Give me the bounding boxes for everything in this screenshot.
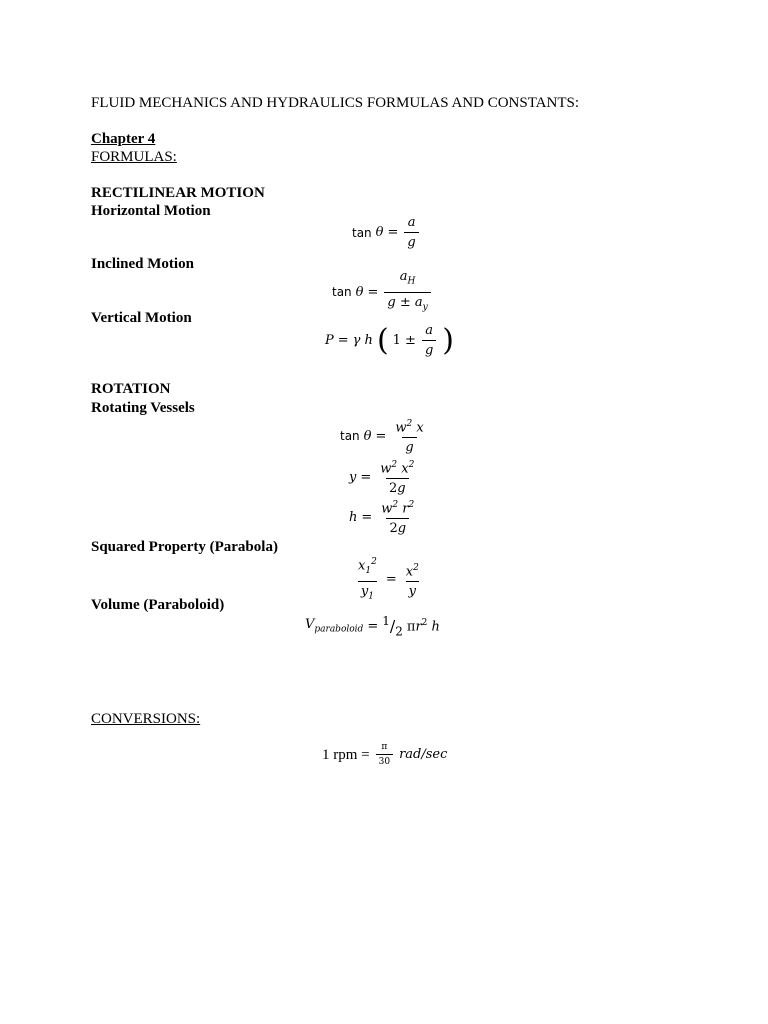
inclined-motion-formula: tan θ = $\frac{a_H}{g \pm a_y}$: [332, 269, 433, 315]
rotation-heading: ROTATION: [91, 381, 171, 397]
rotating-y-formula: y = $\frac{w^2 x^2}{2g}$: [349, 460, 415, 497]
volume-paraboloid-label: Volume (Paraboloid): [91, 597, 225, 613]
inclined-motion-label: Inclined Motion: [91, 256, 194, 272]
rotating-h-formula: h = $\frac{w^2 r^2}{2g}$: [349, 500, 415, 537]
squared-property-label: Squared Property (Parabola): [91, 539, 278, 555]
rectilinear-motion-heading: RECTILINEAR MOTION: [91, 185, 265, 201]
document-title: FLUID MECHANICS AND HYDRAULICS FORMULAS AND CONSTANTS:: [91, 95, 580, 111]
squared-property-formula: $\frac{x_1^2}{y_1}$ = $\frac{x^2}{y}$: [353, 555, 424, 605]
vertical-motion-formula: P = γ h ( 1 ± $\frac{a}{g}$ ): [325, 322, 454, 358]
conversions-label: CONVERSIONS:: [91, 711, 201, 727]
horizontal-motion-formula: tan θ = $\frac{a}{g}$: [352, 215, 421, 250]
volume-paraboloid-formula: $V_{paraboloid}$ = $^1/_2$ $\pi r^2$ h: [305, 614, 440, 639]
horizontal-motion-label: Horizontal Motion: [91, 203, 211, 219]
rpm-conversion-lhs: 1 rpm =: [322, 746, 370, 763]
vertical-motion-label: Vertical Motion: [91, 310, 192, 326]
rpm-conversion-formula: 1 rpm = $\frac{\pi}{30}$ rad/sec: [322, 742, 448, 767]
rotating-vessels-label: Rotating Vessels: [91, 400, 195, 416]
chapter-heading: Chapter 4: [91, 131, 156, 147]
formulas-label: FORMULAS:: [91, 149, 177, 165]
rotating-tan-formula: tan θ = $\frac{w^2 x}{g}$: [340, 419, 424, 456]
